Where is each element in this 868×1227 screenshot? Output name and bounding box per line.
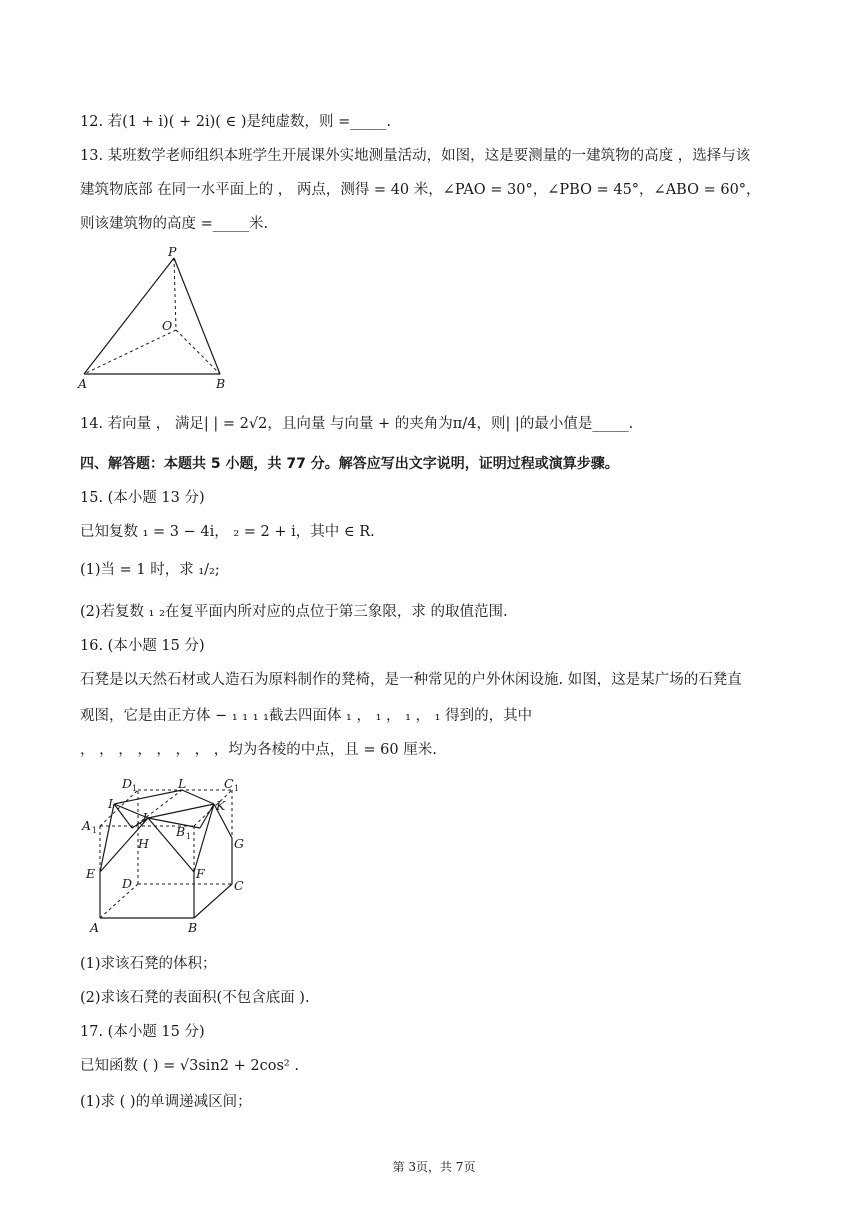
question-12: 12. 若(1 + i)( + 2i)( ∈ )是纯虚数，则 =_____. xyxy=(80,114,392,130)
question-16-line3: ， ， ， ， ， ， ， ，均为各棱的中点，且 = 60 厘米. xyxy=(80,742,437,758)
question-17-part1: (1)求 ( )的单调递减区间； xyxy=(80,1094,252,1110)
question-16-part2: (2)求该石凳的表面积(不包含底面 ). xyxy=(80,990,310,1006)
label-A: A xyxy=(90,920,100,935)
label-J: J xyxy=(142,810,148,825)
section-4-heading: 四、解答题：本题共 5 小题，共 77 分。解答应写出文字说明，证明过程或演算步骤。 xyxy=(80,456,619,472)
label-E: E xyxy=(86,866,96,881)
label-K: K xyxy=(216,798,226,813)
label-B: B xyxy=(188,920,198,935)
question-16-heading: 16. (本小题 15 分) xyxy=(80,638,205,654)
svg-text:1: 1 xyxy=(132,784,138,793)
label-I: I xyxy=(108,796,113,811)
label-D1: D xyxy=(122,776,133,791)
label-F: F xyxy=(196,866,205,881)
question-17-heading: 17. (本小题 15 分) xyxy=(80,1024,205,1040)
question-16-line1: 石凳是以天然石材或人造石为原料制作的凳椅，是一种常见的户外休闲设施. 如图，这是某广场的石凳直 xyxy=(80,672,742,688)
label-B: B xyxy=(216,376,226,391)
svg-text:1: 1 xyxy=(186,832,192,841)
question-17-line1: 已知函数 ( ) = √3sin2 + 2cos² . xyxy=(80,1058,299,1074)
question-15-line1: 已知复数 ₁ = 3 − 4i， ₂ = 2 + i，其中 ∈ R. xyxy=(80,524,375,540)
label-D: D xyxy=(122,876,133,891)
question-15-part1: (1)当 = 1 时，求 ₁/₂; xyxy=(80,562,220,578)
question-15-heading: 15. (本小题 13 分) xyxy=(80,490,205,506)
label-G: G xyxy=(234,836,244,851)
label-C1: C xyxy=(224,776,234,791)
question-14: 14. 若向量 ， 满足| | = 2√2，且向量 与向量 + 的夹角为π/4，则| |的最小值是_____. xyxy=(80,416,634,432)
svg-text:1: 1 xyxy=(234,784,240,793)
svg-text:1: 1 xyxy=(92,826,98,835)
question-15-part2: (2)若复数 ₁ ₂在复平面内所对应的点位于第三象限，求 的取值范围. xyxy=(80,604,508,620)
page-footer: 第 3页，共 7页 xyxy=(392,1160,476,1174)
question-13-line2: 建筑物底部 在同一水平面上的 ， 两点，测得 = 40 米，∠PAO = 30°，∠PBO = 45°，∠ABO = 60°， xyxy=(80,182,761,198)
figure-q16 xyxy=(80,770,260,940)
figure-q13 xyxy=(76,246,236,392)
question-16-part1: (1)求该石凳的体积； xyxy=(80,956,217,972)
label-H: H xyxy=(138,836,149,851)
label-O: O xyxy=(162,318,173,333)
label-P: P xyxy=(168,246,177,259)
question-16-line2: 观图，它是由正方体 − ₁ ₁ ₁ ₁截去四面体 ₁ ， ₁ ， ₁ ， ₁ 得到的，其中 xyxy=(80,708,533,724)
question-13-line1: 13. 某班数学老师组织本班学生开展课外实地测量活动，如图，这是要测量的一建筑物的高度 ，选择与该 xyxy=(80,148,751,164)
label-B1: B xyxy=(176,824,186,839)
question-13-line3: 则该建筑物的高度 =_____米. xyxy=(80,216,269,232)
label-C: C xyxy=(234,878,244,893)
label-L: L xyxy=(178,776,187,791)
label-A: A xyxy=(78,376,88,391)
label-A1: A xyxy=(82,818,92,833)
